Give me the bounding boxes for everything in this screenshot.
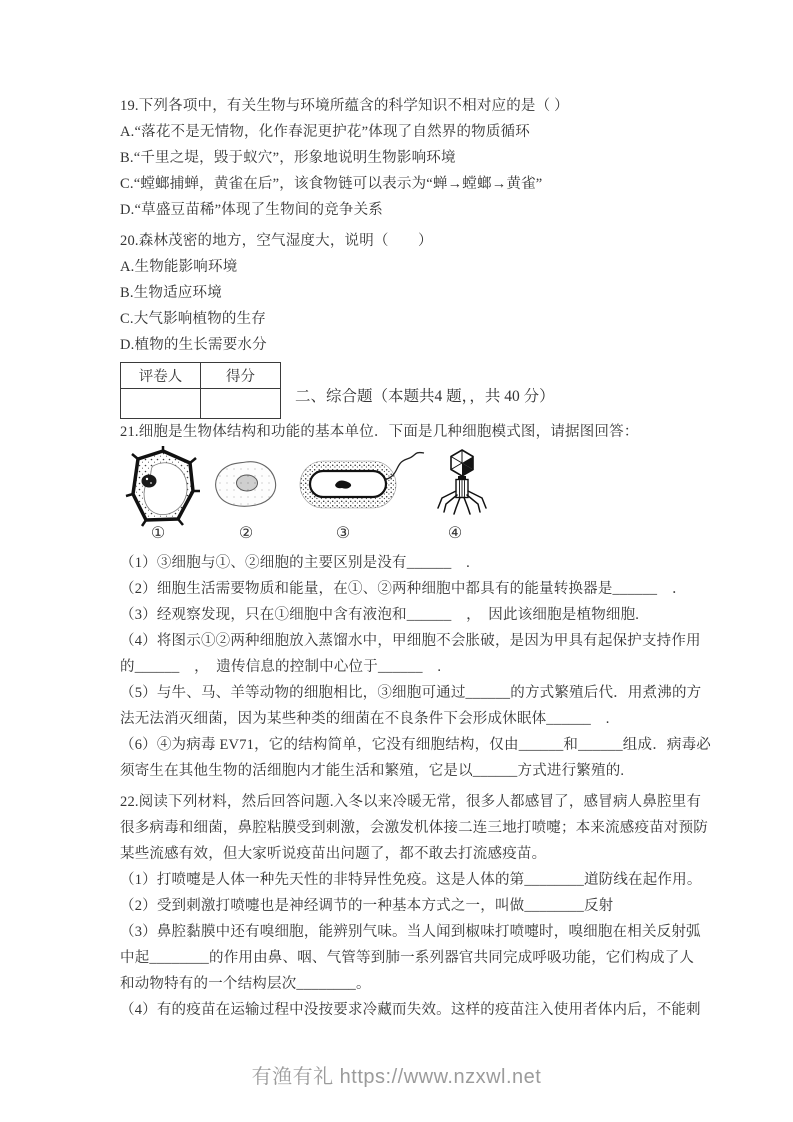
score-table-cell-grader [121, 389, 201, 419]
question-20-option-d: D.植物的生长需要水分 [120, 337, 267, 353]
q22-sub-2: （2）受到刺激打喷嚏也是神经调节的一种基本方式之一，叫做________反射 [120, 898, 614, 914]
q21-sub-6: （6）④为病毒 EV71，它的结构简单，它没有细胞结构，仅由______和______组成．病毒必 [120, 737, 712, 753]
score-table-header-grader: 评卷人 [121, 363, 201, 389]
question-20-option-b: B.生物适应环境 [120, 285, 222, 301]
question-19-option-c: C.“螳螂捕蝉，黄雀在后”，该食物链可以表示为“蝉→螳螂→黄雀” [120, 176, 543, 192]
q22-sub-1: （1）打喷嚏是人体一种先天性的非特异性免疫。这是人体的第________道防线在起作用。 [120, 872, 702, 888]
figure-label-4: ④ [447, 525, 463, 542]
q21-sub-5-cont: 法无法消灭细菌，因为某些种类的细菌在不良条件下会形成休眠体______ . [120, 711, 610, 727]
question-19-option-b: B.“千里之堤，毁于蚁穴”，形象地说明生物影响环境 [120, 150, 456, 166]
q22-sub-3: （3）鼻腔黏膜中还有嗅细胞，能辨别气味。当人闻到椒味打喷嚏时，嗅细胞在相关反射弧 [120, 924, 701, 940]
figure-label-1: ① [150, 525, 166, 542]
question-21-subquestions [120, 550, 720, 784]
section-2-title: 二、综合题（本题共4 题，，共 40 分） [295, 388, 555, 405]
q22-sub-4: （4）有的疫苗在运输过程中没按要求冷藏而失效。这样的疫苗注入使用者体内后，不能刺 [120, 1002, 701, 1018]
question-20-option-c: C.大气影响植物的生存 [120, 311, 266, 327]
q22-sub-3-cont2: 和动物特有的一个结构层次________。 [120, 976, 371, 992]
question-20-option-a: A.生物能影响环境 [120, 259, 238, 275]
q21-sub-3: （3）经观察发现，只在①细胞中含有液泡和______ ， 因此该细胞是植物细胞. [120, 607, 640, 623]
q21-sub-4: （4）将图示①②两种细胞放入蒸馏水中，甲细胞不会胀破，是因为甲具有起保护支持作用 [120, 633, 701, 649]
question-20 [120, 228, 720, 358]
q22-sub-3-cont: 中起________的作用由鼻、咽、气管等到肺一系列器官共同完成呼吸功能，它们构成了人 [120, 950, 695, 966]
score-table [120, 362, 281, 419]
figure-label-2: ② [238, 525, 254, 542]
q22-intro-1: 22.阅读下列材料，然后回答问题.入冬以来冷暖无常，很多人都感冒了，感冒病人鼻腔里有 [120, 794, 702, 810]
q22-intro-3: 某些流感有效，但大家听说疫苗出问题了，都不敢去打流感疫苗。 [120, 846, 547, 862]
q21-sub-6-cont: 须寄生在其他生物的活细胞内才能生活和繁殖，它是以______方式进行繁殖的. [120, 763, 625, 779]
q21-sub-5: （5）与牛、马、羊等动物的细胞相比，③细胞可通过______的方式繁殖后代．用煮沸的方 [120, 685, 702, 701]
score-section [120, 362, 720, 419]
cell-diagrams-svg [120, 446, 680, 548]
figure-label-3: ③ [335, 525, 351, 542]
watermark-footer: 有渔有礼 https://www.nzxwl.net [251, 1066, 542, 1088]
question-20-title: 20.森林茂密的地方，空气湿度大，说明（ ） [120, 233, 433, 249]
plant-cell-diagram [126, 446, 200, 526]
score-table-header-score: 得分 [201, 363, 281, 389]
question-21-intro: 21.细胞是生物体结构和功能的基本单位．下面是几种细胞模式图，请据图回答： [120, 424, 639, 440]
q21-sub-2: （2）细胞生活需要物质和能量，在①、②两种细胞中都具有的能量转换器是______ ． [120, 581, 687, 597]
bacterium-diagram [300, 453, 424, 508]
question-19 [120, 93, 720, 223]
question-19-option-d: D.“草盛豆苗稀”体现了生物间的竞争关系 [120, 202, 383, 218]
q22-intro-2: 很多病毒和细菌，鼻腔粘膜受到刺激，会激发机体接二连三地打喷嚏；本来流感疫苗对预防 [120, 820, 708, 836]
cell-diagrams-figure [120, 446, 720, 548]
plant-cell-nucleus [142, 475, 157, 488]
question-19-option-a: A.“落花不是无情物，化作春泥更护花”体现了自然界的物质循环 [120, 124, 530, 140]
bacteriophage-diagram [438, 450, 486, 514]
q21-sub-1: （1）③细胞与①、②细胞的主要区别是没有______ . [120, 555, 470, 571]
question-19-title: 19.下列各项中，有关生物与环境所蕴含的科学知识不相对应的是（ ） [120, 98, 569, 114]
score-table-cell-score [201, 389, 281, 419]
exam-content [120, 93, 720, 1023]
animal-cell-diagram [216, 462, 276, 507]
q21-sub-4-cont: 的______ ， 遗传信息的控制中心位于______ . [120, 659, 442, 675]
question-22 [120, 789, 720, 1023]
